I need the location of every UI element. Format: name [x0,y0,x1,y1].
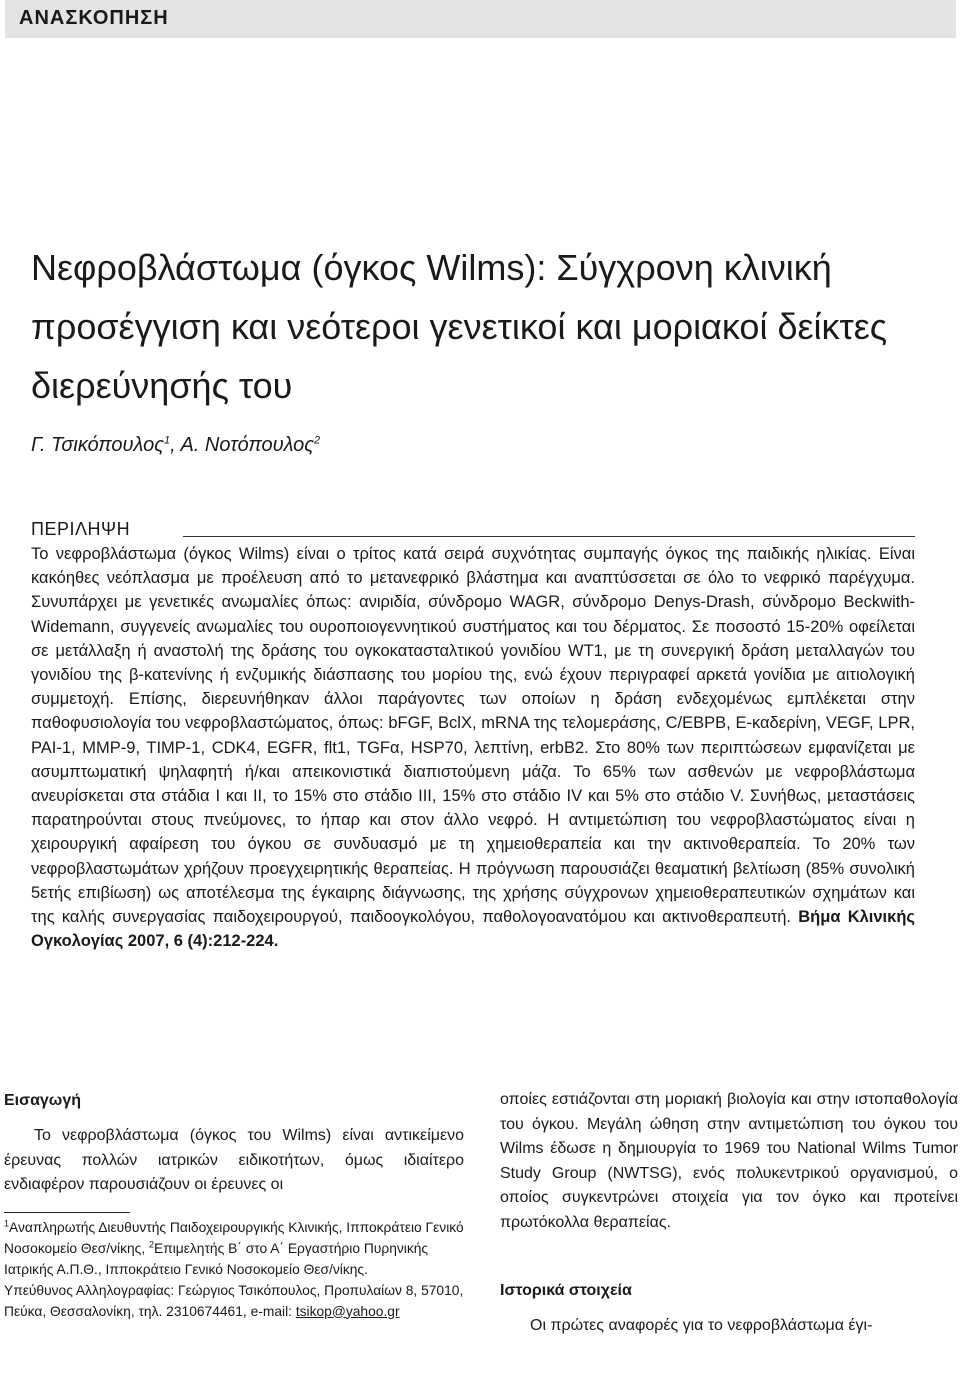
correspondence-text: Υπεύθυνος Αλληλογραφίας: Γεώργιος Τσικόπουλος, Προπυλαίων 8, 57010, Πεύκα, Θεσσαλονίκη, τηλ. 2310674461, e-mail: [4,1282,464,1319]
author-name: Α. Νοτόπουλος [180,434,314,456]
affiliation-2: Επιμελητής Β΄ στο Α΄ Εργαστήριο Πυρηνικής Ιατρικής Α.Π.Θ., Ιπποκράτειο Γενικό Νοσοκομείο Θεσ/νίκης. [4,1240,429,1277]
footnote-marker: 1 [4,1217,10,1228]
right-column [500,1088,958,1339]
history-paragraph: Οι πρώτες αναφορές για το νεφροβλάστωμα έγι- [530,1317,873,1334]
intro-heading: Εισαγωγή [4,1092,81,1109]
author-affiliation-marker: 1 [163,434,171,447]
author-list [31,434,320,457]
article-title: Νεφροβλάστωμα (όγκος Wilms): Σύγχρονη κλινική προσέγγιση και νεότεροι γενετικοί και μοριακοί δείκτες διερεύνησής του [31,247,888,406]
footnote-marker: 2 [149,1238,155,1249]
section-label: ΑΝΑΣΚΟΠΗΣΗ [19,7,169,29]
abstract-text [31,542,915,953]
abstract-body: Το νεφροβλάστωμα (όγκος Wilms) είναι ο τρίτος κατά σειρά συχνότητας συμπαγής όγκος της παιδικής ηλικίας. Είναι κακόηθες νεόπλασμα με προέλευση από το μετανεφρικό βλάστημα και αναπτύσσεται σε όλο το νεφρικό παρέγχυμα. Συνυπάρχει με γενετικές ανωμαλίες όπως: ανιριδία, σύνδρομο WAGR, σύνδρομο Denys-Drash, σύνδρομο Beckwith-Widemann, συγγενείς ανωμαλίες του ουροποιογεννητικού συστήματος και του δέρματος. Σε ποσοστό 15-20% οφείλεται σε μετάλλαξη ή αναστολή της δράσης του ογκοκατασταλτικού γονιδίου WT1, με τη συνεργική δράση μεταλλαγών του γονιδίου της β-κατενίνης ή ενζυμικής διάσπασης του μορίου της, ενώ έχουν περιγραφεί αρκετά γονίδια με αιτιολογική συμμετοχή. Επίσης, διερευνήθηκαν άλλοι παράγοντες των οποίων η δράση ενδεχομένως εμπλέκεται στην παθοφυσιολογία του νεφροβλαστώματος, όπως: bFGF, BclX, mRNA της τελομεράσης, C/EBPB, E-καδερίνη, VEGF, LPR, PAI-1, MMP-9, TIMP-1, CDK4, EGFR, flt1, TGFα, HSP70, λεπτίνη, erbB2. Στο 80% των περιπτώσεων εμφανίζεται με ασυμπτωματική ψηλαφητή ή/και απεικονιστικά διαπιστούμενη μάζα. Το 65% των ασθενών με νεφροβλάστωμα ανευρίσκεται στα στάδια I και II, το 15% στο στάδιο III, 15% στο στάδιο IV και 5% στο στάδιο V. Συνήθως, μεταστάσεις παρατηρούνται στους πνεύμονες, το ήπαρ και στον άλλο νεφρό. Η αντιμετώπιση του νεφροβλαστώματος είναι η χειρουργική αφαίρεση του όγκου σε συνδυασμό με τη χημειοθεραπεία και την ακτινοθεραπεία. Το 20% των νεφροβλαστωμάτων χρήζουν προεγχειρητικής θεραπείας. Η πρόγνωση παρουσιάζει θεαματική βελτίωση (85% συνολική 5ετής επιβίωση) ως αποτέλεσμα της έγκαιρης διάγνωσης, της χρήσης σύγχρονων χημειοθεραπευτικών σχημάτων και της καλής συνεργασίας παιδοχειρουργού, παιδοογκολόγου, παθολογοανατόμου και ακτινοθεραπευτή. [31,545,915,927]
history-heading: Ιστορικά στοιχεία [500,1282,632,1299]
author-separator: , [170,434,181,456]
affiliation-footnote [4,1217,464,1280]
abstract-heading-row [31,519,915,543]
abstract-heading-rule [183,536,915,537]
journal-citation: Βήμα Κλινικής Ογκολογίας 2007, 6 (4):212-224. [31,908,915,951]
email-link[interactable]: tsikop@yahoo.gr [295,1303,400,1319]
abstract-heading: ΠΕΡΙΛΗΨΗ [31,519,136,540]
left-column [4,1088,464,1322]
correspondence-footnote [4,1280,464,1322]
author-affiliation-marker: 2 [314,434,321,447]
footnote-divider [4,1212,130,1213]
intro-paragraph-continued: οποίες εστιάζονται στη μοριακή βιολογία και στην ιστοπαθολογία του όγκου. Μεγάλη ώθηση στην αντιμετώπιση του όγκου του Wilms έδωσε η δημιουργία το 1969 του National Wilms Tumor Study Group (NWTSG), ενός πολυκεντρικού οργανισμού, ο οποίος συγκεντρώνει στοιχεία για τον όγκο και προτείνει πρωτόκολλα θεραπείας. [500,1091,958,1231]
author-name: Γ. Τσικόπουλος [31,434,164,456]
affiliation-1: Αναπληρωτής Διευθυντής Παιδοχειρουργικής Κλινικής, Ιπποκράτειο Γενικό Νοσοκομείο Θεσ/νίκης, [4,1219,464,1256]
intro-paragraph: Το νεφροβλάστωμα (όγκος του Wilms) είναι αντικείμενο έρευνας πολλών ιατρικών ειδικοτήτων, όμως ιδιαίτερο ενδιαφέρον παρουσιάζουν οι έρευνες οι [4,1127,464,1193]
